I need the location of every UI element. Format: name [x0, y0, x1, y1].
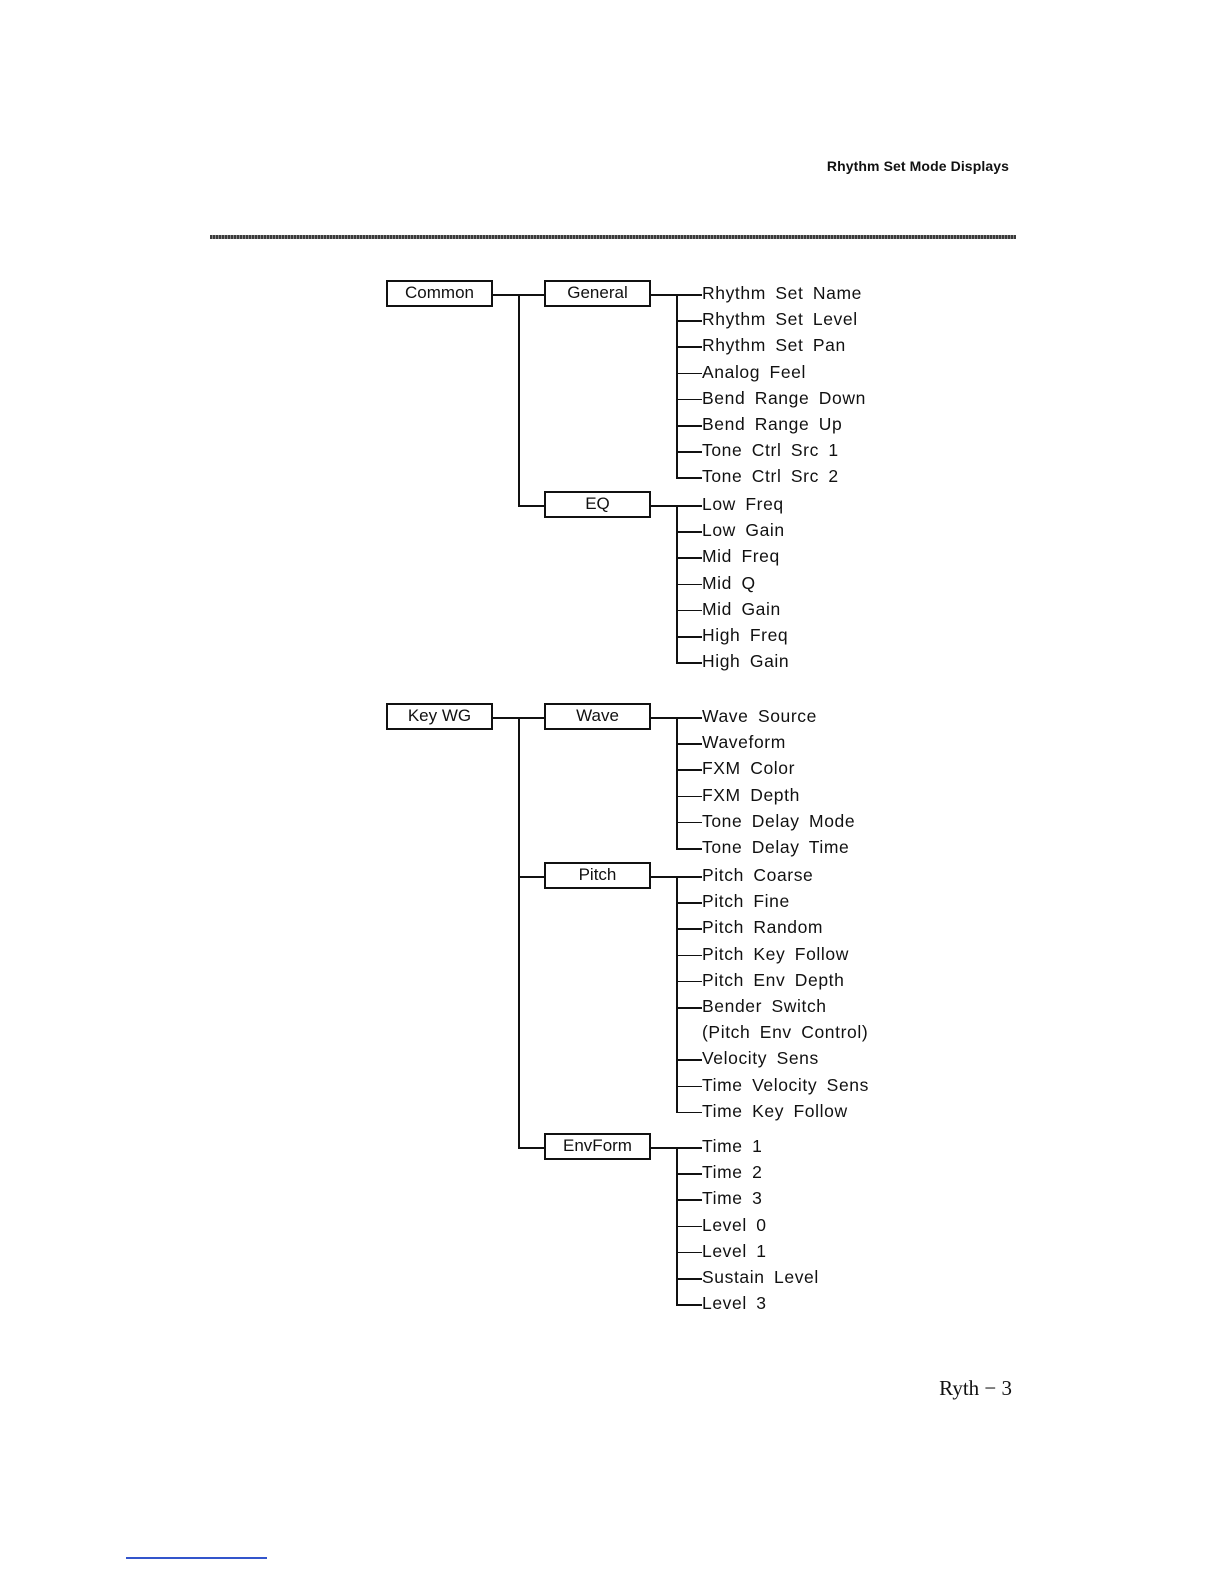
leaf-bus-line [676, 1147, 678, 1306]
leaf-wave-source: Wave Source [702, 706, 817, 726]
section-box-envform: EnvForm [544, 1133, 651, 1160]
leaf-connector [676, 743, 702, 745]
leaf-connector [676, 425, 702, 427]
connector-line [518, 876, 544, 878]
leaf-bus-line [676, 294, 678, 479]
leaf-connector [676, 451, 702, 453]
leaf-bender-switch: Bender Switch [702, 996, 827, 1016]
leaf-connector [676, 955, 702, 957]
leaf-connector [676, 981, 702, 983]
leaf-connector [676, 848, 702, 850]
section-box-eq: EQ [544, 491, 651, 518]
leaf-connector [676, 1199, 702, 1201]
category-box-key-wg: Key WG [386, 703, 493, 730]
leaf-connector [676, 822, 702, 824]
leaf-pitch-env-depth: Pitch Env Depth [702, 969, 845, 990]
header-rule [210, 235, 1016, 239]
leaf-connector [676, 1007, 702, 1009]
leaf-connector [676, 717, 702, 719]
leaf-level-1: Level 1 [702, 1240, 767, 1261]
page-header: Rhythm Set Mode Displays [826, 158, 1009, 174]
connector-line [518, 505, 544, 507]
trunk-line [518, 294, 520, 506]
page-number: Ryth − 3 [939, 1376, 1012, 1400]
leaf-time-3: Time 3 [702, 1188, 763, 1209]
leaf-mid-freq: Mid Freq [702, 546, 780, 567]
leaf-tone-ctrl-src-1: Tone Ctrl Src 1 [702, 440, 839, 461]
leaf-low-freq: Low Freq [702, 494, 784, 514]
category-box-common: Common [386, 280, 493, 307]
leaf-bend-range-down: Bend Range Down [702, 387, 866, 408]
leaf-bus-line [676, 717, 678, 850]
corner-link-line [126, 1557, 267, 1559]
leaf-analog-feel: Analog Feel [702, 361, 806, 382]
leaf-connector [676, 557, 702, 559]
leaf-connector [676, 1304, 702, 1306]
connector-line [518, 1147, 544, 1149]
leaf-connector [676, 346, 702, 348]
leaf-low-gain: Low Gain [702, 520, 785, 541]
trunk-line [518, 717, 520, 1148]
leaf-pitch-fine: Pitch Fine [702, 891, 790, 912]
leaf-time-key-follow: Time Key Follow [702, 1100, 848, 1121]
leaf-connector [676, 662, 702, 664]
leaf-connector [676, 796, 702, 798]
leaf-mid-q: Mid Q [702, 572, 756, 593]
leaf-connector [676, 505, 702, 507]
leaf-bus-line [676, 505, 678, 664]
leaf-connector [676, 610, 702, 612]
leaf-tone-delay-time: Tone Delay Time [702, 837, 850, 857]
leaf-connector [676, 1086, 702, 1088]
leaf-bus-line [676, 876, 678, 1113]
leaf-level-3: Level 3 [702, 1293, 767, 1314]
leaf-pitch-key-follow: Pitch Key Follow [702, 943, 849, 964]
leaf-fxm-color: FXM Color [702, 758, 796, 779]
leaf-connector [676, 902, 702, 904]
leaf-connector [676, 1252, 702, 1254]
leaf-tone-ctrl-src-2: Tone Ctrl Src 2 [702, 466, 839, 487]
leaf-connector [676, 584, 702, 586]
leaf-connector [676, 636, 702, 638]
leaf-connector [676, 769, 702, 771]
leaf-time-2: Time 2 [702, 1162, 763, 1183]
leaf-connector [676, 531, 702, 533]
leaf-connector [676, 1147, 702, 1149]
leaf-time-1: Time 1 [702, 1136, 763, 1156]
leaf-mid-gain: Mid Gain [702, 598, 781, 619]
leaf-time-velocity-sens: Time Velocity Sens [702, 1074, 869, 1095]
leaf-sustain-level: Sustain Level [702, 1267, 819, 1287]
leaf-pitch-random: Pitch Random [702, 917, 824, 938]
leaf-connector [676, 876, 702, 878]
leaf-pitch-coarse: Pitch Coarse [702, 865, 814, 885]
leaf-bend-range-up: Bend Range Up [702, 414, 843, 434]
leaf-high-freq: High Freq [702, 625, 789, 645]
leaf-connector [676, 1173, 702, 1175]
leaf-tone-delay-mode: Tone Delay Mode [702, 810, 856, 831]
leaf-connector [676, 294, 702, 296]
leaf-connector [676, 1226, 702, 1228]
leaf-pitch-env-control: (Pitch Env Control) [702, 1022, 869, 1043]
section-box-general: General [544, 280, 651, 307]
leaf-connector [676, 477, 702, 479]
leaf-waveform: Waveform [702, 732, 786, 753]
leaf-velocity-sens: Velocity Sens [702, 1048, 819, 1069]
leaf-connector [676, 1059, 702, 1061]
leaf-connector [676, 373, 702, 375]
section-box-pitch: Pitch [544, 862, 651, 889]
leaf-high-gain: High Gain [702, 651, 790, 672]
leaf-connector [676, 928, 702, 930]
leaf-connector [676, 1112, 702, 1114]
leaf-rhythm-set-level: Rhythm Set Level [702, 309, 858, 330]
leaf-connector [676, 320, 702, 322]
leaf-level-0: Level 0 [702, 1214, 767, 1235]
leaf-rhythm-set-name: Rhythm Set Name [702, 283, 862, 303]
leaf-connector [676, 1278, 702, 1280]
leaf-connector [676, 399, 702, 401]
section-box-wave: Wave [544, 703, 651, 730]
leaf-fxm-depth: FXM Depth [702, 784, 800, 805]
leaf-rhythm-set-pan: Rhythm Set Pan [702, 335, 846, 356]
